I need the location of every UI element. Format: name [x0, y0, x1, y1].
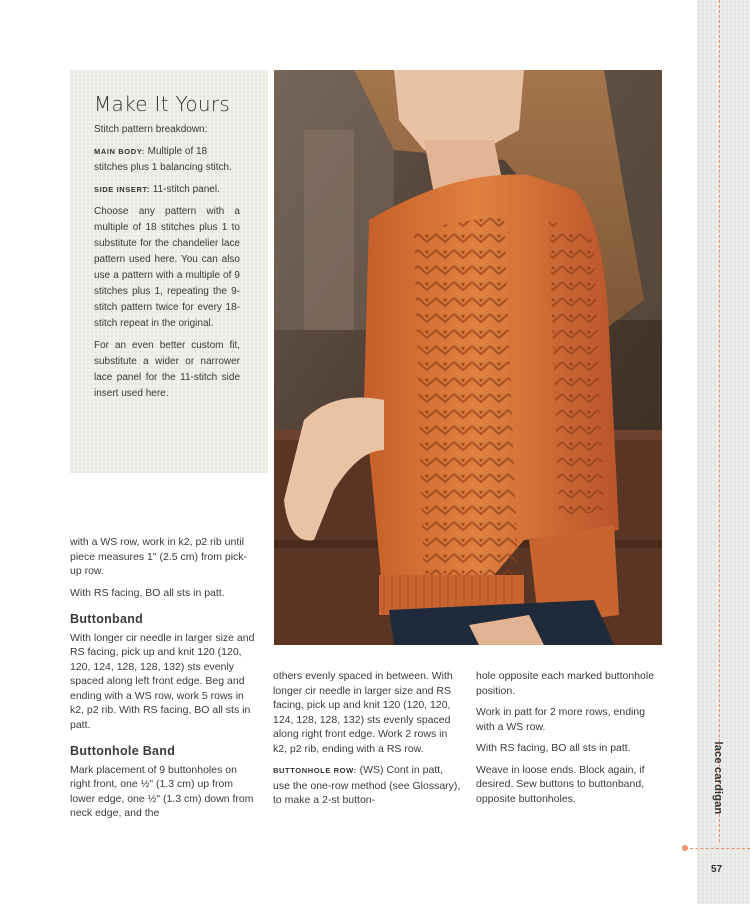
body-paragraph: Work in patt for 2 more rows, ending with a WS row.: [476, 706, 646, 733]
buttonhole-row-instruction: [273, 763, 461, 808]
body-paragraph: Mark placement of 9 buttonholes on right front, one ½" (1.3 cm) up from lower edge, one ½" (1.3 cm) down from neck edge, and the: [70, 763, 254, 819]
sweater-photo: [274, 70, 662, 645]
sweater-photo-illustration: [274, 70, 662, 645]
sidebar-title: Make It Yours: [94, 92, 231, 116]
text-column-3: [476, 669, 666, 813]
side-insert-note: [94, 182, 240, 198]
body-paragraph: With longer cir needle in larger size and RS facing, pick up and knit 120 (120, 120, 124, 128, 128, 132) sts evenly spaced along left front edge. Beg and ending with a WS row, work 5 rows in k2, p2 rib. With RS facing, BO all sts in patt.: [70, 631, 255, 731]
dashed-guide-horizontal: [685, 848, 750, 849]
guide-dot: [682, 845, 688, 851]
dashed-guide-vertical: [719, 0, 720, 842]
heading-buttonband: Buttonband: [70, 612, 144, 626]
buttonhole-row-text: (WS) Cont in patt, use the one-row method (see Glossary), to make a 2-st button-: [273, 764, 461, 806]
side-insert-label: SIDE INSERT:: [94, 185, 150, 194]
main-body-label: MAIN BODY:: [94, 147, 145, 156]
make-it-yours-sidebar: [70, 70, 268, 473]
main-body-text: Multiple of 18 stitches plus 1 balancing stitch.: [94, 146, 232, 173]
body-paragraph: hole opposite each marked buttonhole position.: [476, 670, 655, 697]
body-paragraph: With RS facing, BO all sts in patt.: [70, 586, 225, 599]
buttonhole-row-label: BUTTONHOLE ROW:: [273, 766, 357, 775]
sidebar-intro: Stitch pattern breakdown:: [94, 124, 208, 135]
sidebar-paragraph: Choose any pattern with a multiple of 18 stitches plus 1 to substitute for the chandelier lace pattern used here. You can also use a pattern with a multiple of 9 stitches plus 1, repeating the 9-stitch pattern twice for every 18-stitch repeat in the original.: [94, 206, 240, 329]
running-section-label: lace cardigan: [712, 741, 724, 815]
main-body-note: [94, 144, 240, 176]
body-paragraph: others evenly spaced in between. With longer cir needle in larger size and RS facing, pick up and knit 120 (120, 120, 124, 128, 128, 132) sts evenly spaced along right front edge. Work 2 rows in k2, p2 rib, ending with a RS row.: [273, 670, 453, 755]
side-insert-text: 11-stitch panel.: [152, 184, 220, 195]
body-paragraph: With RS facing, BO all sts in patt.: [476, 742, 631, 754]
text-column-1: [70, 535, 258, 828]
body-paragraph: Weave in loose ends. Block again, if desired. Sew buttons to buttonband, opposite buttonholes.: [476, 763, 645, 805]
heading-buttonhole-band: Buttonhole Band: [70, 744, 176, 758]
sidebar-paragraph: For an even better custom fit, substitute a wider or narrower lace panel for the 11-stitch side insert used here.: [94, 340, 240, 399]
body-paragraph: with a WS row, work in k2, p2 rib until piece measures 1" (2.5 cm) from pick-up row.: [70, 536, 248, 577]
text-column-2: [273, 669, 461, 815]
page-number: 57: [711, 864, 723, 875]
